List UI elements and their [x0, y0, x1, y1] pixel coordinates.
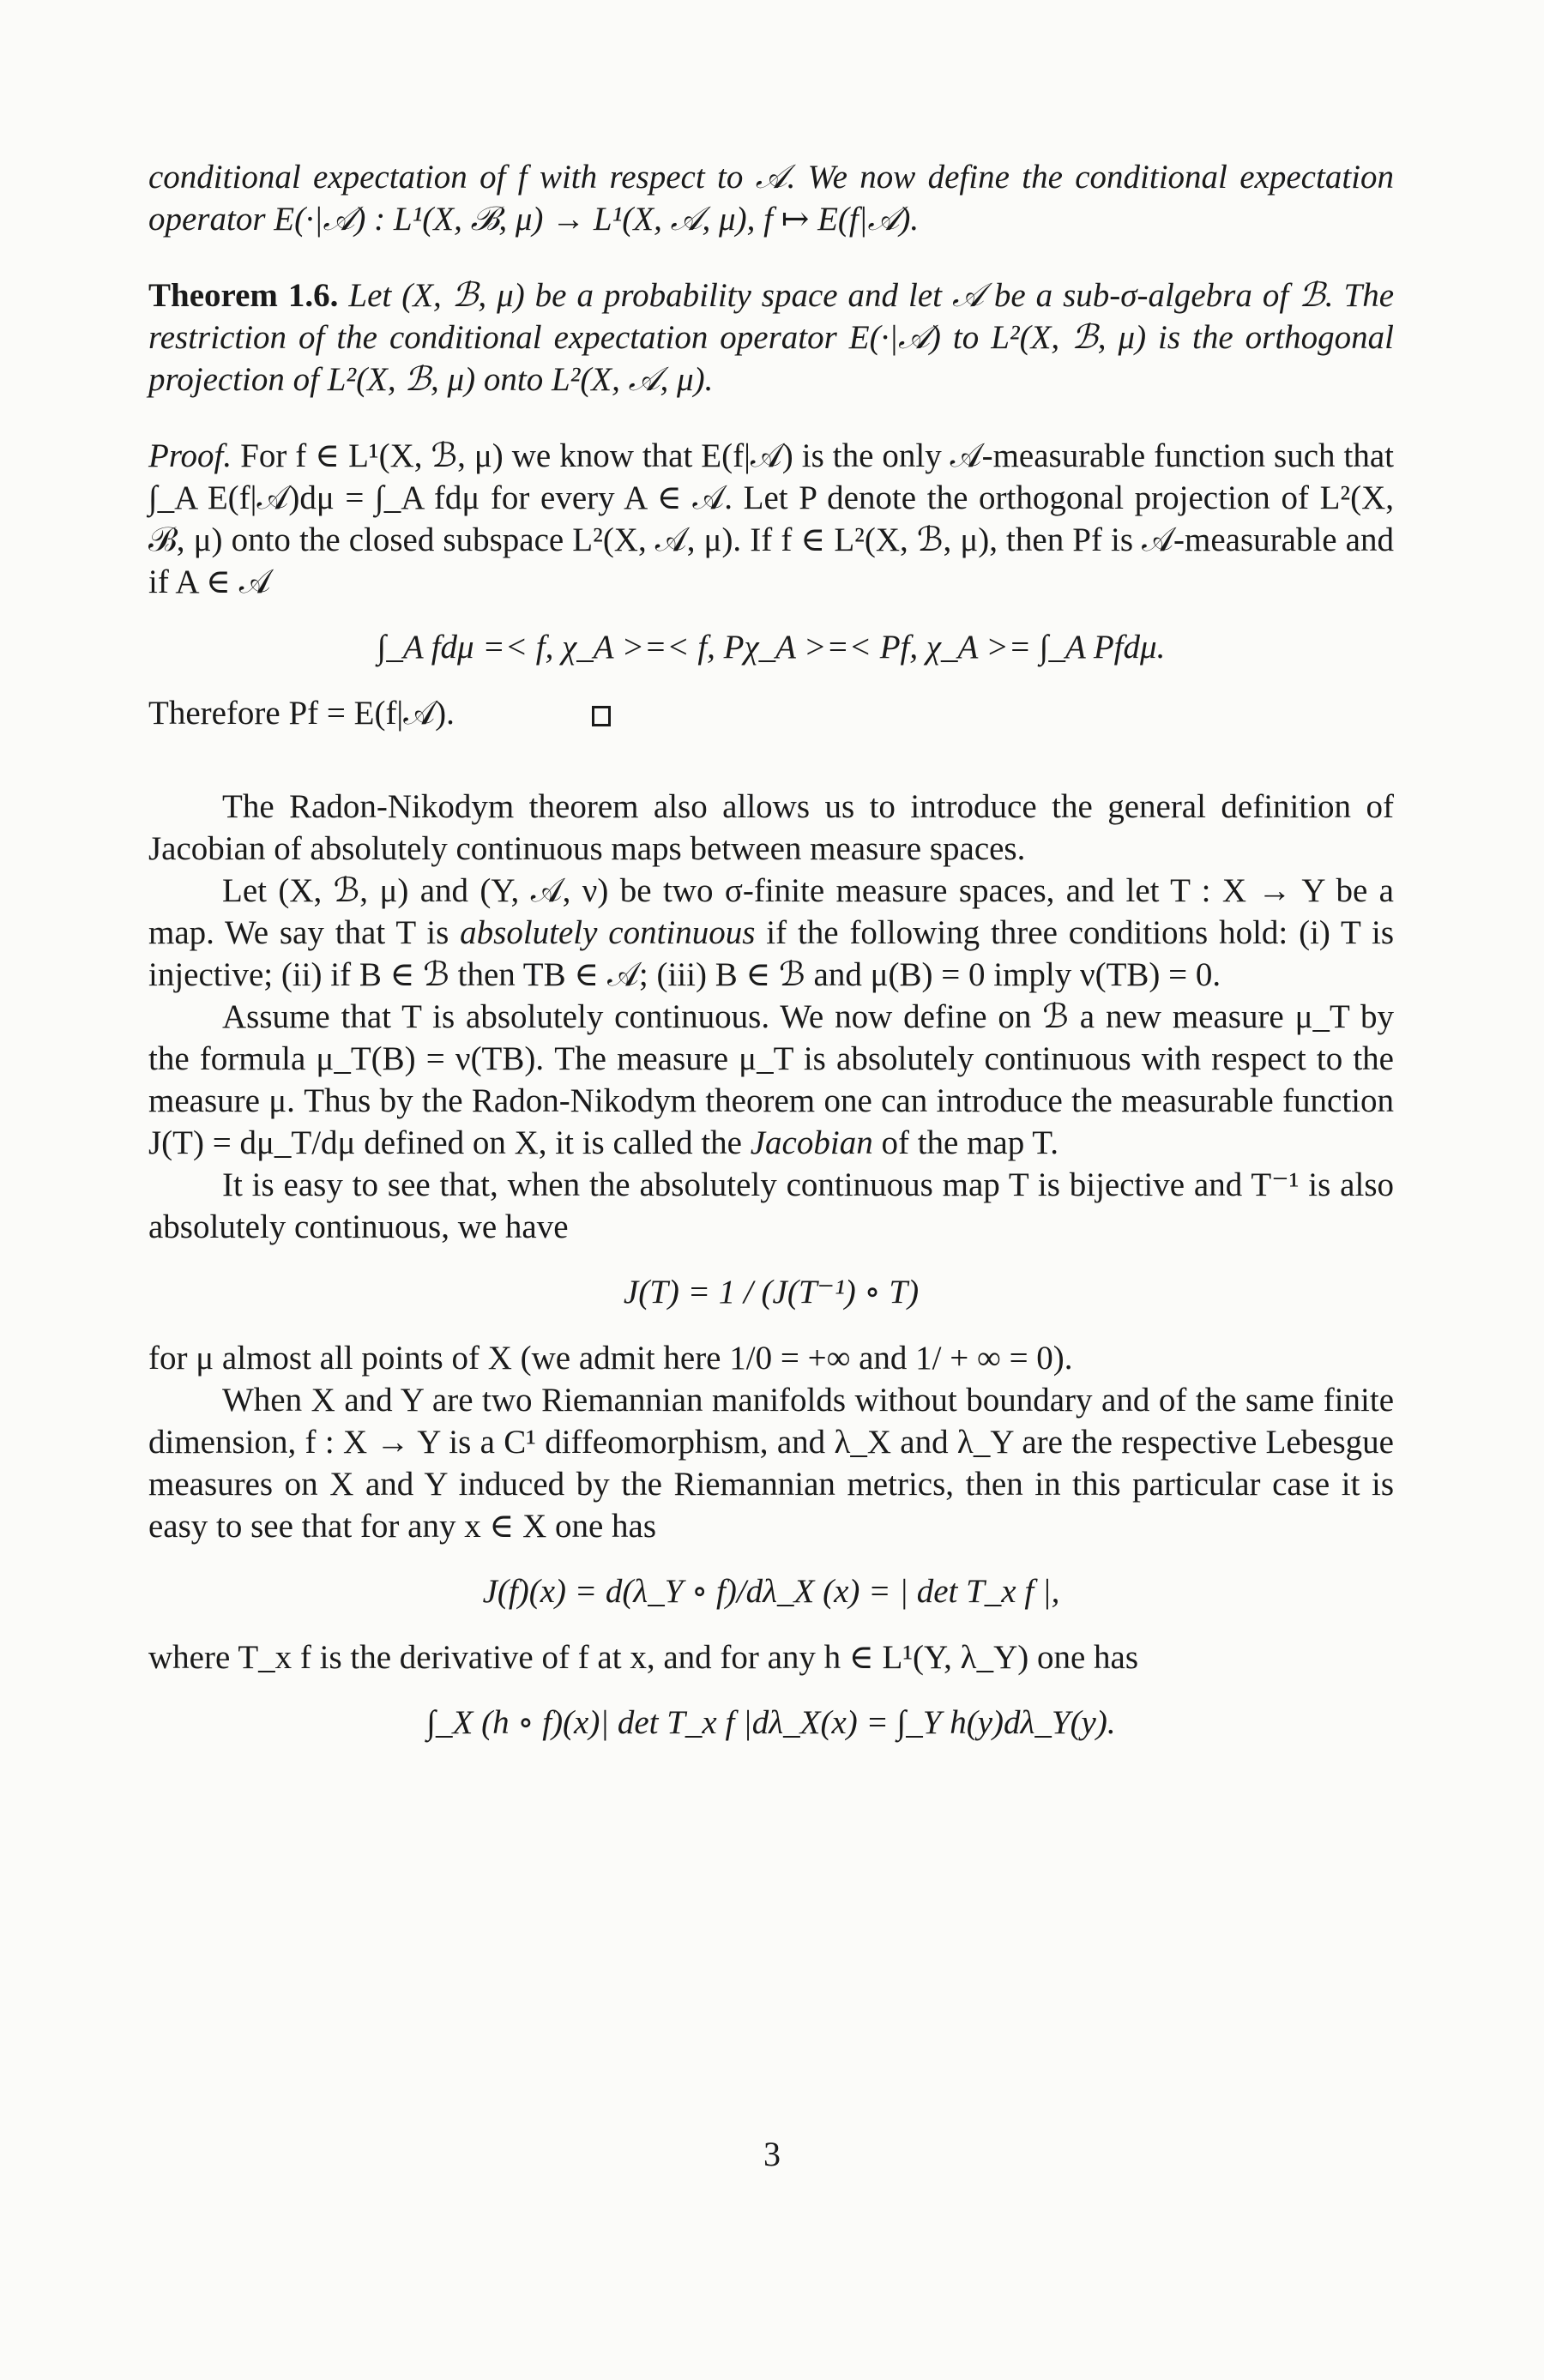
paragraph-radon-nikodym: The Radon-Nikodym theorem also allows us to introduce the general definition of Jacobian of absolutely continuous maps between measure spaces. [148, 788, 1394, 867]
paragraph-jacobian-definition: Assume that T is absolutely continuous. We now define on ℬ a new measure μ_T by the formula μ_T(B) = ν(TB). The measure μ_T is absolutely continuous with respect to the measure μ. Thus by the Radon-Nikodym theorem one can introduce the measurable function J(T) = dμ_T/dμ defined on X, it is called the Jacobian of the map T. [148, 998, 1394, 1161]
equation-jacobian-determinant: J(f)(x) = d(λ_Y ∘ f)/dλ_X (x) = | det T_x f |, [482, 1573, 1060, 1610]
term-absolutely-continuous: absolutely continuous [460, 914, 756, 951]
proof-text: For f ∈ L¹(X, ℬ, μ) we know that E(f|𝒜) is the only 𝒜-measurable function such that ∫_A E(f|𝒜)dμ = ∫_A fdμ for every A ∈ 𝒜. Let P denote the orthogonal projection of L²(X, ℬ, μ) onto the closed subspace L²(X, 𝒜, μ). If f ∈ L²(X, ℬ, μ), then Pf is 𝒜-measurable and if A ∈ 𝒜 [148, 437, 1395, 600]
page-number: 3 [763, 2135, 781, 2173]
paragraph-absolutely-continuous: Let (X, ℬ, μ) and (Y, 𝒜, ν) be two σ-finite measure spaces, and let T : X → Y be a map. We say that T is absolutely continuous if the following three conditions hold: (i) T is injective; (ii) if B ∈ ℬ then TB ∈ 𝒜; (iii) B ∈ ℬ and μ(B) = 0 imply ν(TB) = 0. [148, 872, 1394, 993]
theorem-1-6 [148, 274, 1394, 401]
proof-conclusion: Therefore Pf = E(f|𝒜). [148, 692, 1394, 734]
paragraph-almost-all: for μ almost all points of X (we admit here 1/0 = +∞ and 1/ + ∞ = 0). [148, 1340, 1073, 1377]
equation-jacobian-inverse: J(T) = 1 / (J(T⁻¹) ∘ T) [623, 1274, 920, 1311]
page-body [148, 156, 1394, 1768]
proof-paragraph [148, 435, 1394, 603]
equation-projection: ∫_A fdμ =< f, χ_A >=< f, Pχ_A >=< Pf, χ_A >= ∫_A Pfdμ. [377, 629, 1166, 666]
equation-change-of-variables: ∫_X (h ∘ f)(x)| det T_x f |dλ_X(x) = ∫_Y h(y)dλ_Y(y). [426, 1704, 1116, 1741]
paragraph-bijective: It is easy to see that, when the absolutely continuous map T is bijective and T⁻¹ is also absolutely continuous, we have [148, 1166, 1394, 1245]
paragraph-riemannian: When X and Y are two Riemannian manifolds without boundary and of the same finite dimension, f : X → Y is a C¹ diffeomorphism, and λ_X and λ_Y are the respective Lebesgue measures on X and Y induced by the Riemannian metrics, then in this particular case it is easy to see that for any x ∈ X one has [148, 1382, 1394, 1545]
term-jacobian: Jacobian [750, 1124, 873, 1161]
qed-square-icon [592, 706, 611, 726]
proof-label: Proof. [148, 437, 232, 474]
theorem-statement: Let (X, ℬ, μ) be a probability space and let 𝒜 be a sub-σ-algebra of ℬ. The restriction of the conditional expectation operator E(·|𝒜) to L²(X, ℬ, μ) is the orthogonal projection of L²(X, ℬ, μ) onto L²(X, 𝒜, μ). [148, 277, 1395, 398]
paragraph-derivative: where T_x f is the derivative of f at x, and for any h ∈ L¹(Y, λ_Y) one has [148, 1639, 1139, 1676]
theorem-label: Theorem 1.6. [148, 277, 339, 314]
paragraph-conditional-expectation: conditional expectation of f with respect to 𝒜. We now define the conditional expectation operator E(·|𝒜) : L¹(X, ℬ, μ) → L¹(X, 𝒜, μ), f ↦ E(f|𝒜). [148, 159, 1394, 238]
